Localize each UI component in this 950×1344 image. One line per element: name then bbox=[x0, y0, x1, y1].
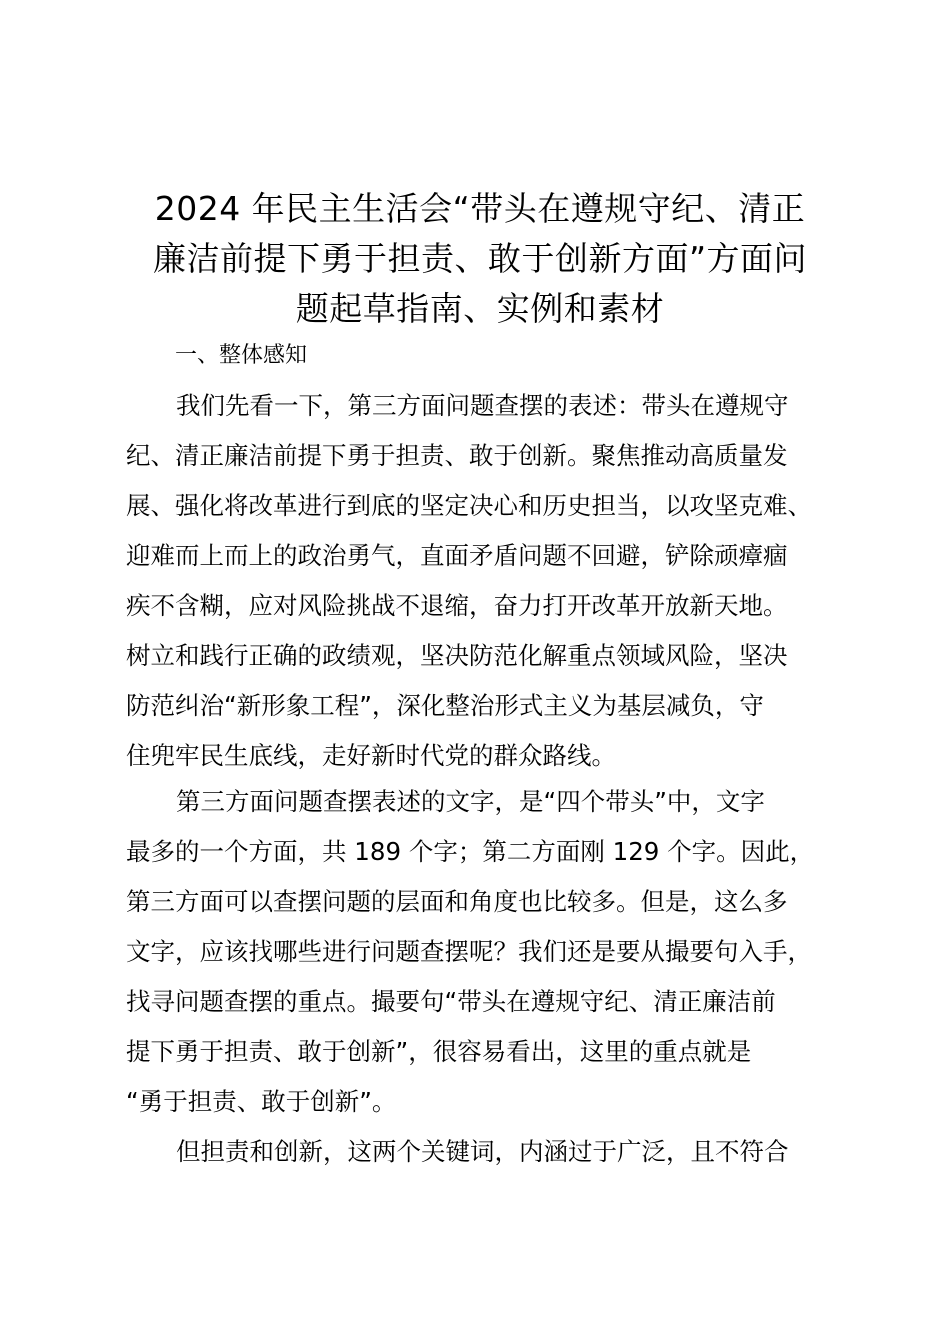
text-line: 我们先看一下，第三方面问题查摆的表述：带头在遵规守 bbox=[176, 391, 789, 420]
text-line: 树立和践行正确的政绩观，坚决防范化解重点领域风险，坚决 bbox=[126, 641, 788, 670]
body-paragraph bbox=[126, 777, 866, 1127]
title-line: 廉洁前提下勇于担责、敢于创新方面”方面问 bbox=[152, 239, 808, 278]
text-line: 纪、清正廉洁前提下勇于担责、敢于创新。聚焦推动高质量发 bbox=[126, 441, 788, 470]
section-heading: 一、整体感知 bbox=[175, 343, 308, 368]
text-line: 但担责和创新，这两个关键词，内涵过于广泛，且不符合 bbox=[176, 1137, 789, 1166]
text-line: 找寻问题查摆的重点。撮要句“带头在遵规守纪、清正廉洁前 bbox=[126, 987, 776, 1016]
text-line: 提下勇于担责、敢于创新”，很容易看出，这里的重点就是 bbox=[126, 1037, 752, 1066]
text-line: 住兜牢民生底线，走好新时代党的群众路线。 bbox=[126, 741, 616, 770]
title-line: 题起草指南、实例和素材 bbox=[295, 289, 665, 328]
text-line: 展、强化将改革进行到底的坚定决心和历史担当，以攻坚克难、 bbox=[126, 491, 812, 520]
text-line: 最多的一个方面，共 189 个字；第二方面刚 129 个字。因此， bbox=[126, 837, 815, 866]
text-line: 文字，应该找哪些进行问题查摆呢？我们还是要从撮要句入手， bbox=[126, 937, 812, 966]
text-line: 第三方面问题查摆表述的文字，是“四个带头”中，文字 bbox=[176, 787, 765, 816]
text-line: 防范纠治“新形象工程”，深化整治形式主义为基层减负，守 bbox=[126, 691, 764, 720]
body-paragraph bbox=[126, 1127, 866, 1177]
document-title bbox=[100, 184, 860, 334]
body-paragraph bbox=[126, 381, 866, 781]
text-line: 疾不含糊，应对风险挑战不退缩，奋力打开改革开放新天地。 bbox=[126, 591, 788, 620]
text-line: 第三方面可以查摆问题的层面和角度也比较多。但是，这么多 bbox=[126, 887, 788, 916]
text-line: “勇于担责、敢于创新”。 bbox=[126, 1087, 397, 1116]
text-line: 迎难而上而上的政治勇气，直面矛盾问题不回避，铲除顽瘴痼 bbox=[126, 541, 788, 570]
title-line: 2024 年民主生活会“带头在遵规守纪、清正 bbox=[154, 189, 806, 228]
